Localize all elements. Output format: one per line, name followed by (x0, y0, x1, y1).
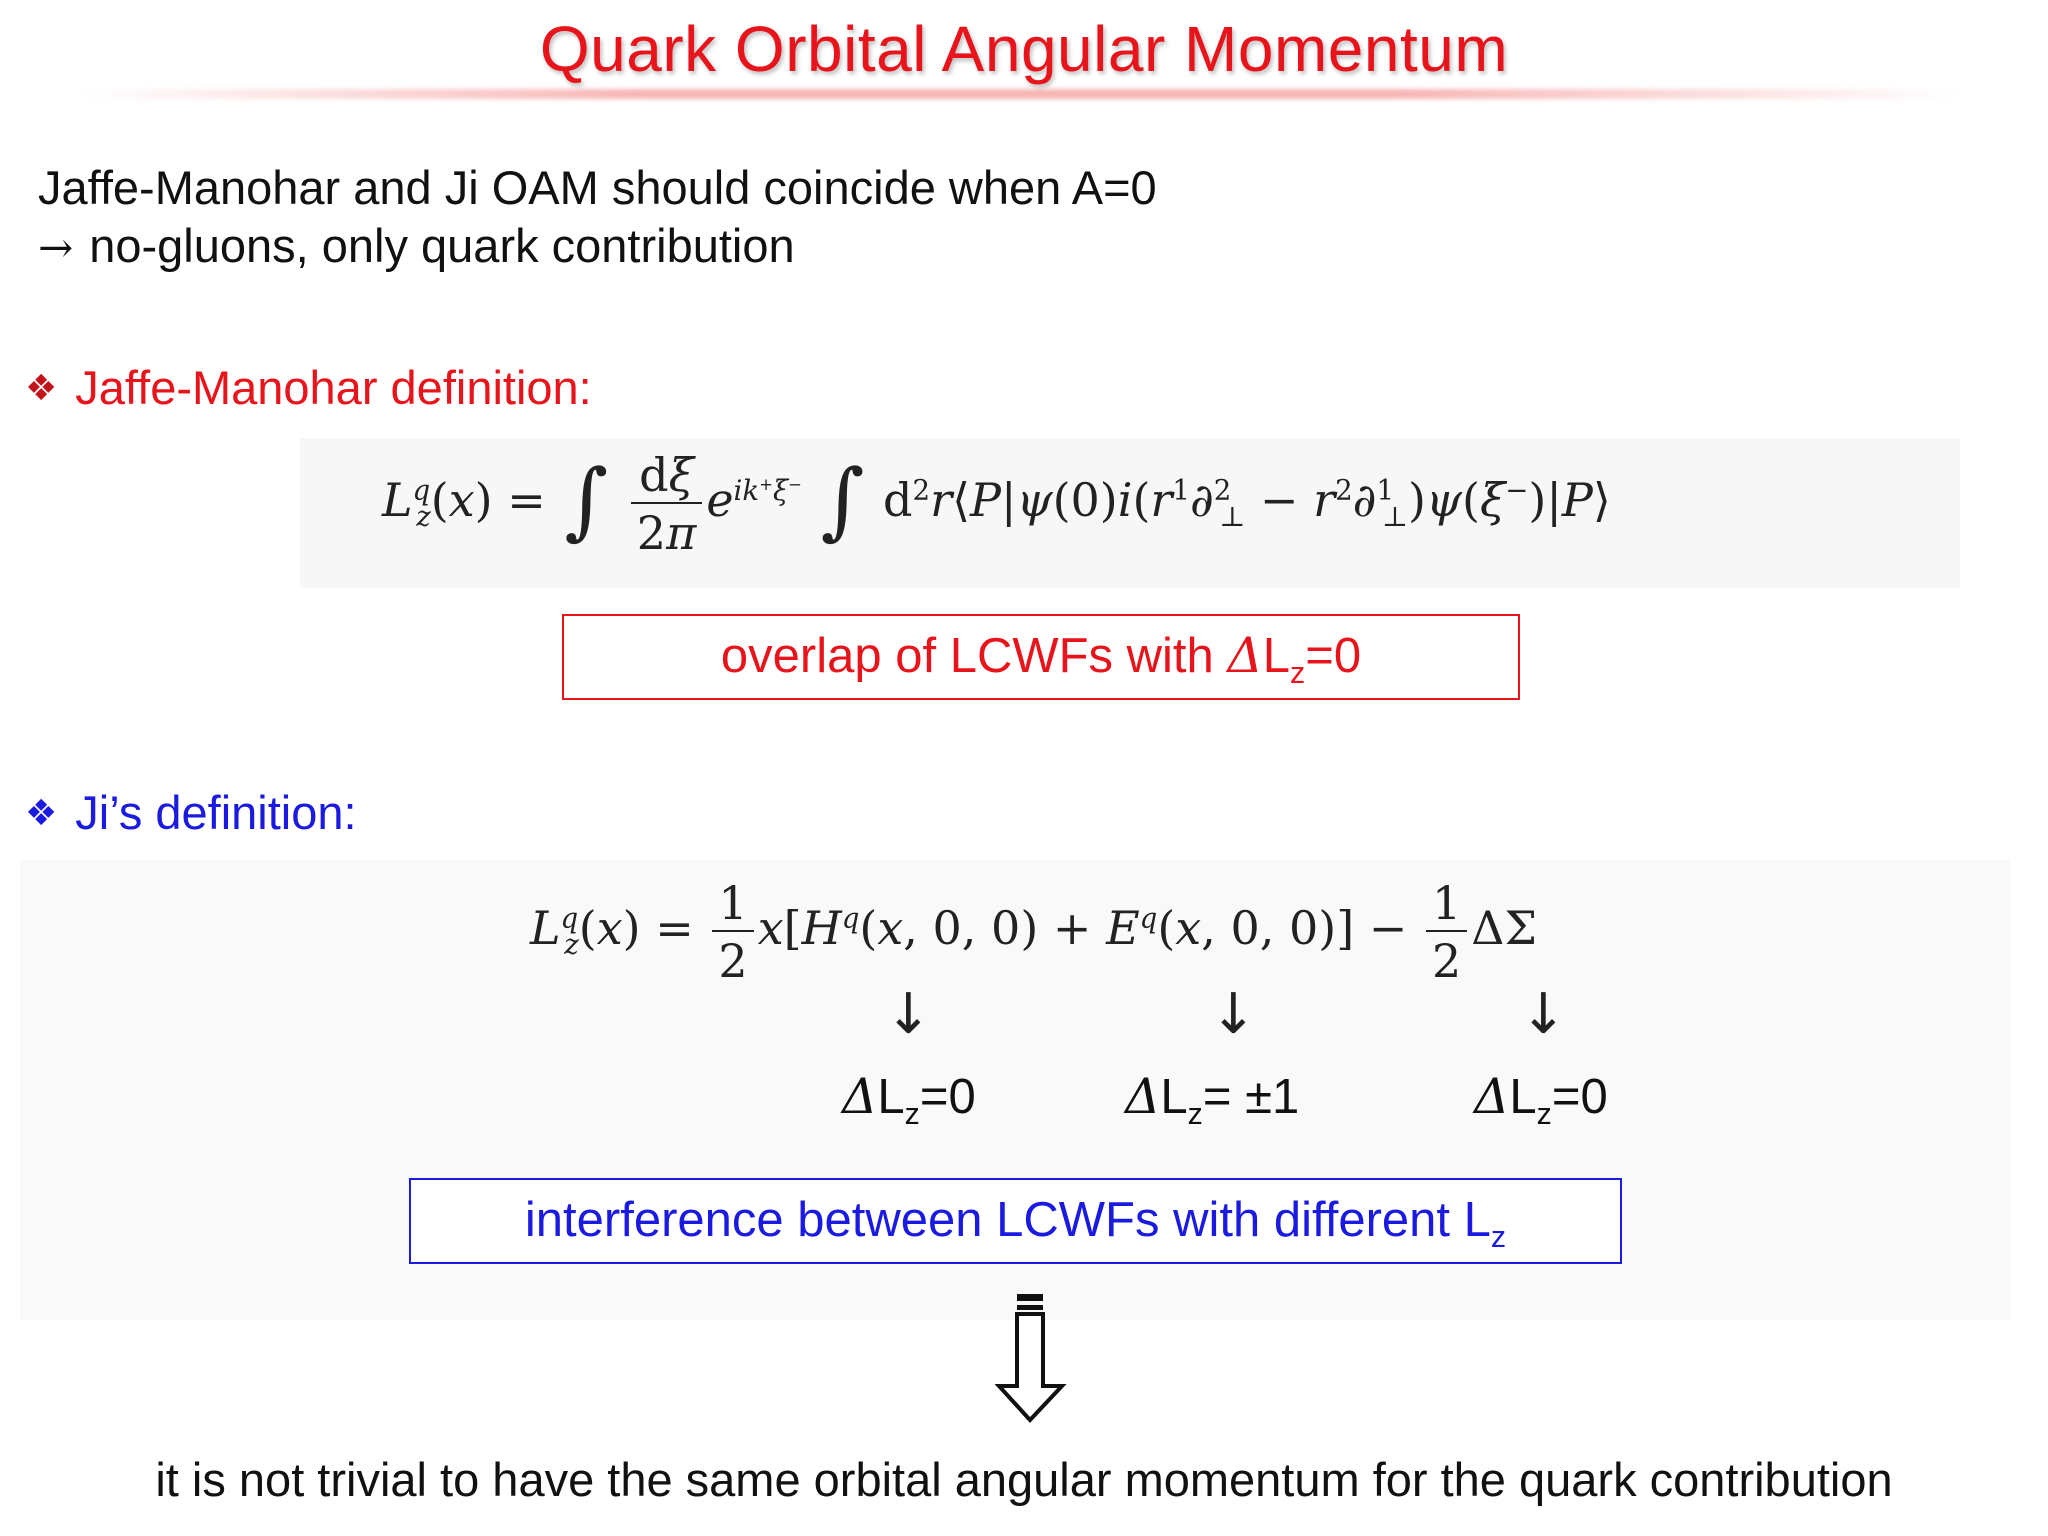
label-subscript: z (904, 1096, 920, 1131)
delta-lz-label-h (842, 1068, 976, 1132)
down-arrow-icon: ↓ (885, 982, 932, 1047)
right-arrow-icon: → (38, 223, 74, 272)
label-L: L (1160, 1070, 1188, 1124)
jaffe-manohar-overlap-box (562, 614, 1520, 700)
jm-box-value: =0 (1305, 629, 1362, 683)
jaffe-manohar-formula: $L^q_z(x)$ = ∫ $\frac{d\xi}{2\pi}$ $e^{ik^+\xi^-}$ ∫ $d^2r⟨P|\psi(0)i(r^1\partial^2_\perp$ − $r^2\partial^1_\perp)\psi(\xi^-)|P⟩$ (382, 448, 1611, 560)
conclusion-text: it is not trivial to have the same orbital angular momentum for the quark contribution (155, 1453, 1893, 1506)
jm-box-text: overlap of LCWFs with (720, 629, 1228, 683)
down-arrow-icon: ↓ (1520, 982, 1567, 1047)
jm-box-subscript: z (1290, 655, 1306, 690)
jaffe-manohar-heading-text: Jaffe-Manohar definition: (75, 361, 592, 414)
label-L: L (877, 1070, 905, 1124)
delta-symbol: Δ (842, 1068, 878, 1125)
down-arrow-icon: ↓ (1210, 982, 1257, 1047)
diamond-cluster-icon: ❖ (25, 793, 58, 834)
jaffe-manohar-heading (25, 360, 592, 415)
ji-box-subscript: z (1490, 1219, 1507, 1254)
ji-box-text: interference between LCWFs with different L (524, 1193, 1491, 1247)
label-subscript: z (1187, 1096, 1203, 1131)
ji-heading-text: Ji’s definition: (75, 786, 357, 839)
intro-line-1: Jaffe-Manohar and Ji OAM should coincide when A=0 (38, 161, 1157, 214)
delta-lz-label-e (1125, 1068, 1299, 1132)
intro-line-2 (38, 218, 795, 273)
delta-symbol: Δ (1125, 1068, 1161, 1125)
intro-line-2-text: no-gluons, only quark contribution (89, 219, 795, 272)
label-subscript: z (1536, 1096, 1552, 1131)
delta-symbol: Δ (1474, 1068, 1510, 1125)
slide-title: Quark Orbital Angular Momentum (539, 13, 1509, 85)
delta-symbol: Δ (1227, 627, 1263, 684)
label-value: =0 (919, 1070, 976, 1124)
jm-box-L: L (1262, 629, 1291, 683)
label-value: = ±1 (1202, 1070, 1300, 1124)
delta-lz-label-sigma (1474, 1068, 1608, 1132)
label-L: L (1509, 1070, 1537, 1124)
label-value: =0 (1551, 1070, 1608, 1124)
ji-formula: $L^q_z(x)$ = $\frac{1}{2}$ $x[H^q(x$, 0, $0) + E^q(x$, 0, 0)] − $\frac{1}{2}$ ΔΣ (530, 876, 1537, 988)
hollow-down-arrow-icon (995, 1290, 1067, 1425)
ji-heading (25, 785, 357, 840)
title-underline (80, 89, 1960, 99)
ji-interference-box (409, 1178, 1622, 1264)
diamond-cluster-icon: ❖ (25, 368, 58, 409)
